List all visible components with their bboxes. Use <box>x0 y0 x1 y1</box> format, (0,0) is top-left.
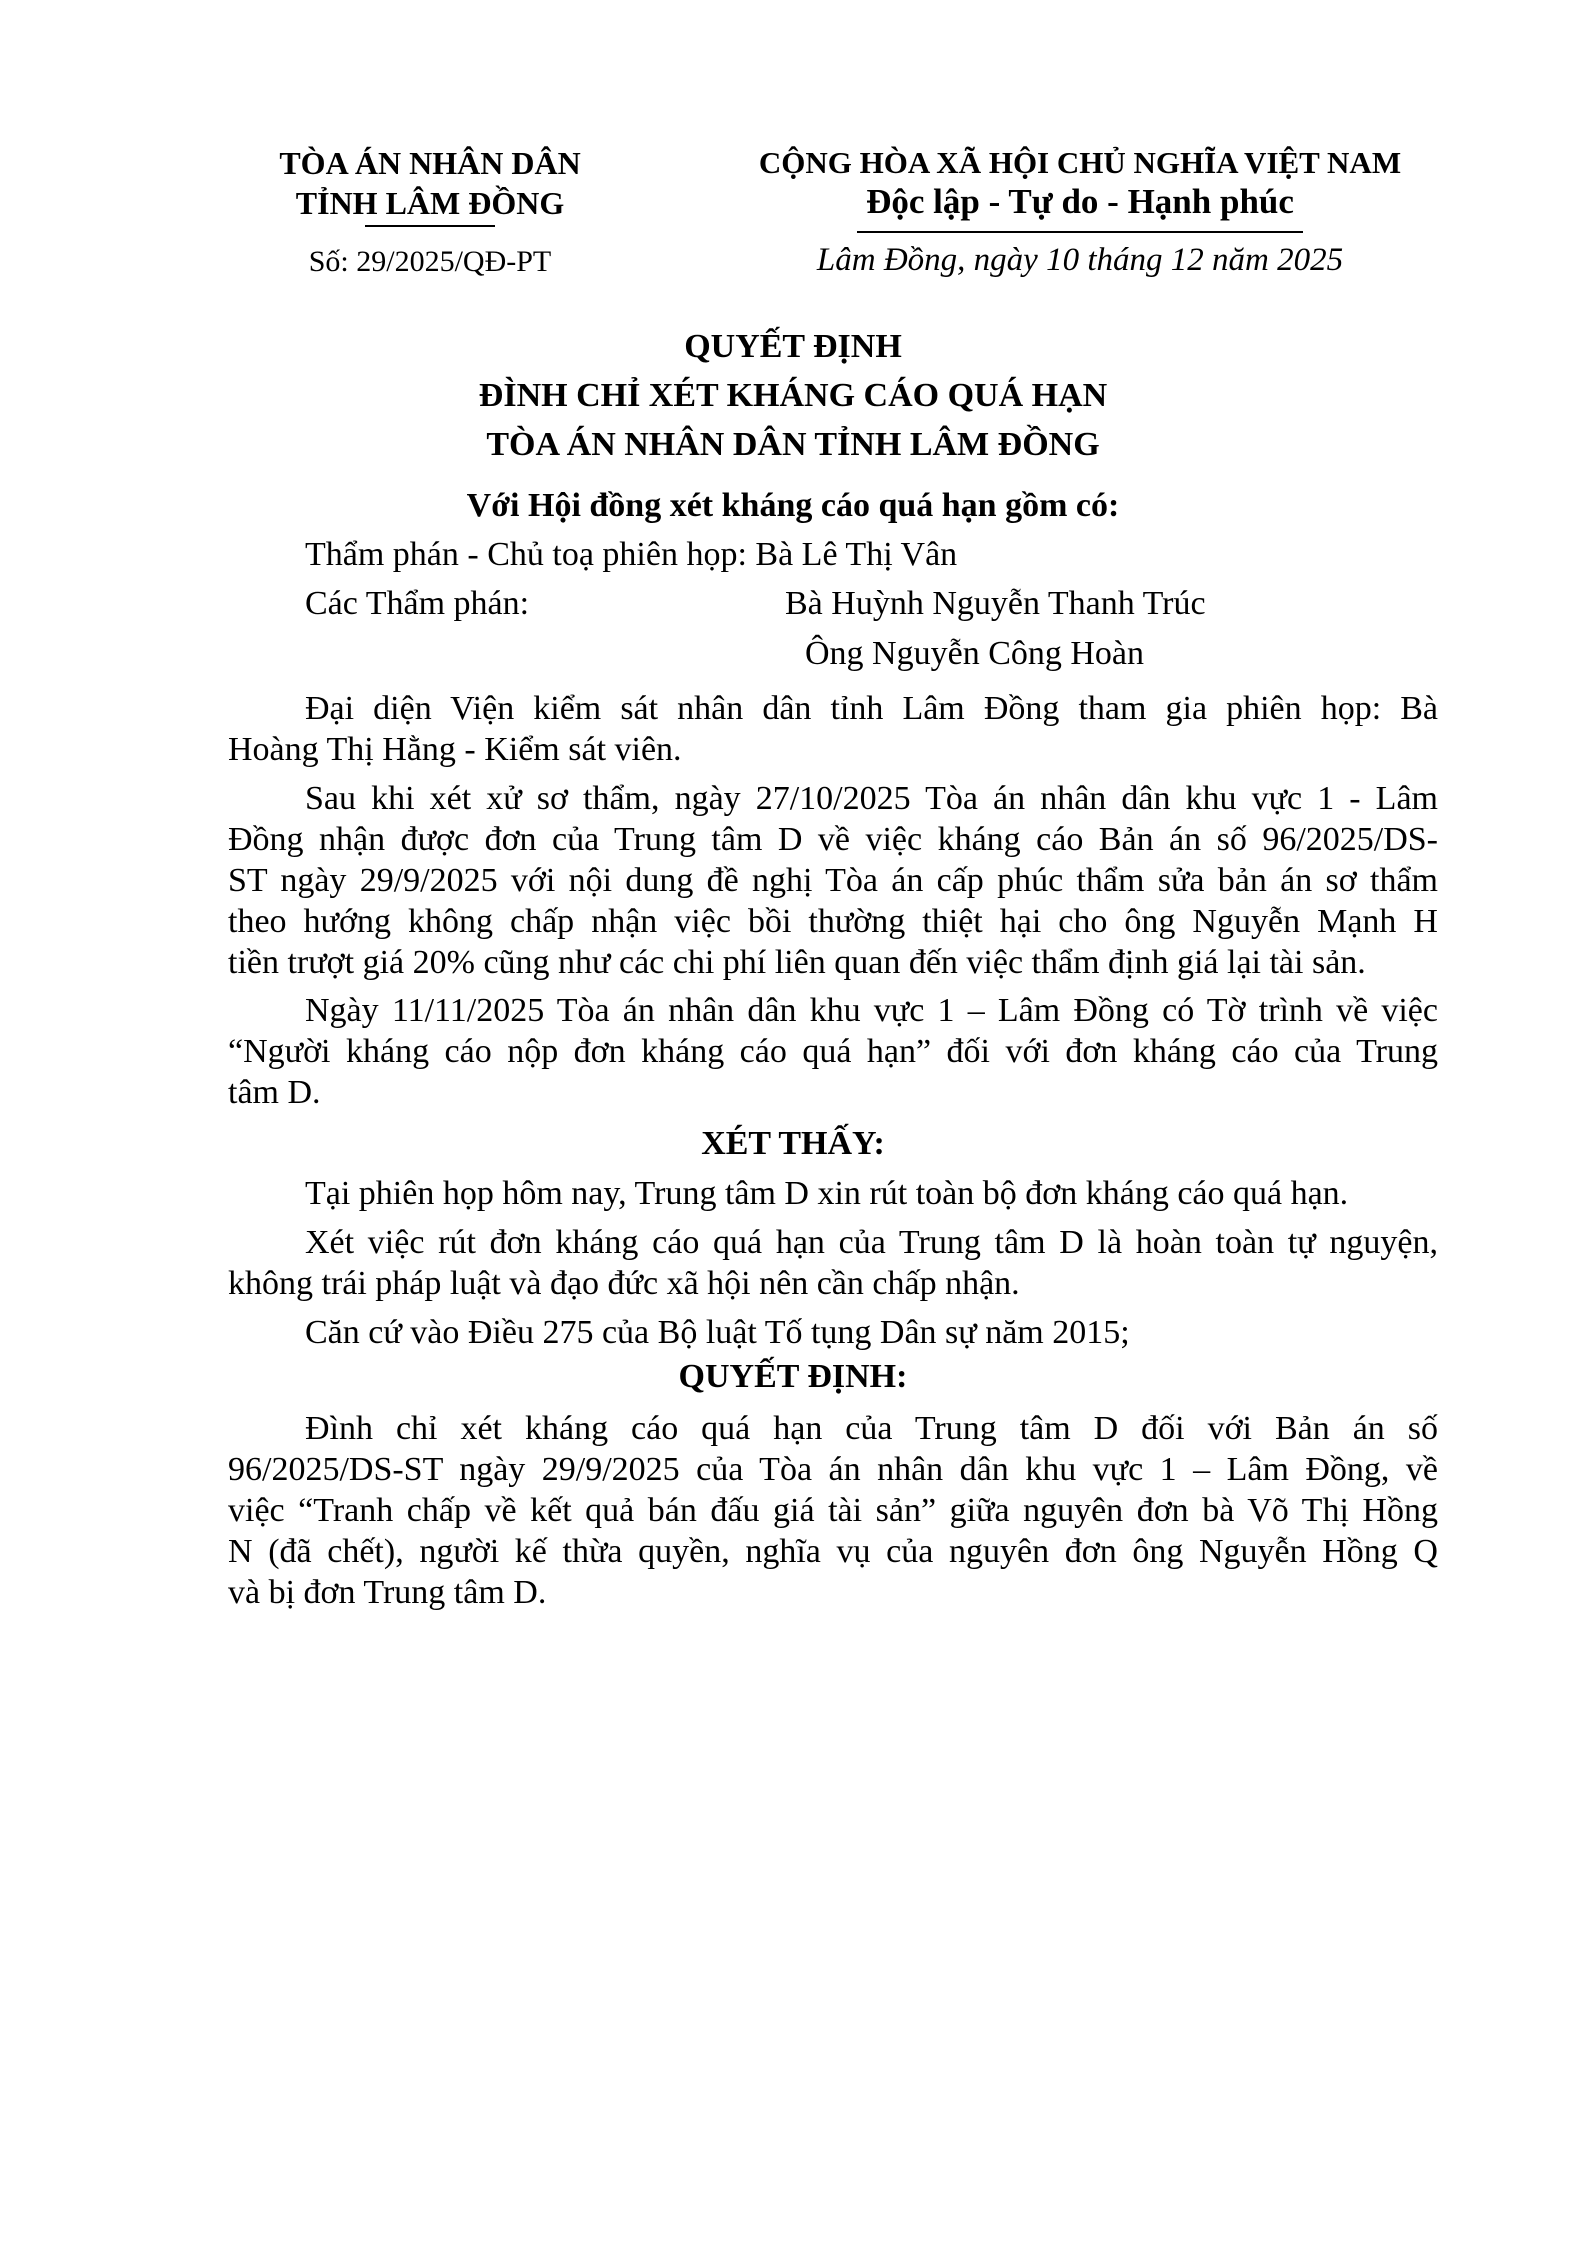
motto-underline <box>857 231 1303 233</box>
judge-1: Bà Huỳnh Nguyễn Thanh Trúc <box>785 585 1206 622</box>
court-underline <box>365 225 495 227</box>
nation-motto: Độc lập - Tự do - Hạnh phúc <box>866 182 1294 221</box>
decision-line4: N (đã chết), người kế thừa quyền, nghĩa vụ của nguyên đơn ông Nguyễn Hồng Q <box>228 1533 1438 1570</box>
findings-line3: không trái pháp luật và đạo đức xã hội nên cần chấp nhận. <box>228 1265 1020 1302</box>
panel-heading: Với Hội đồng xét kháng cáo quá hạn gồm có: <box>466 487 1120 524</box>
prosecutor-line1: Đại diện Viện kiểm sát nhân dân tỉnh Lâm Đồng tham gia phiên họp: Bà <box>305 690 1438 727</box>
decision-number: Số: 29/2025/QĐ-PT <box>308 245 552 278</box>
place-date: Lâm Đồng, ngày 10 tháng 12 năm 2025 <box>816 242 1344 278</box>
decision-heading: QUYẾT ĐỊNH: <box>678 1358 908 1395</box>
title-line3: TÒA ÁN NHÂN DÂN TỈNH LÂM ĐỒNG <box>486 426 1100 463</box>
paragraph1-line3: ST ngày 29/9/2025 với nội dung đề nghị Tòa án cấp phúc thẩm sửa bản án sơ thẩm <box>228 862 1438 899</box>
paragraph1-line4: theo hướng không chấp nhận việc bồi thường thiệt hại cho ông Nguyễn Mạnh H <box>228 903 1438 940</box>
decision-line1: Đình chỉ xét kháng cáo quá hạn của Trung tâm D đối với Bản án số <box>305 1410 1438 1447</box>
legal-basis: Căn cứ vào Điều 275 của Bộ luật Tố tụng Dân sự năm 2015; <box>305 1314 1130 1351</box>
findings-line2: Xét việc rút đơn kháng cáo quá hạn của Trung tâm D là hoàn toàn tự nguyện, <box>305 1224 1438 1261</box>
paragraph2-line2: “Người kháng cáo nộp đơn kháng cáo quá hạn” đối với đơn kháng cáo của Trung <box>228 1033 1438 1070</box>
decision-line3: việc “Tranh chấp về kết quả bán đấu giá tài sản” giữa nguyên đơn bà Võ Thị Hồng <box>228 1492 1438 1529</box>
paragraph2-line1: Ngày 11/11/2025 Tòa án nhân dân khu vực 1 – Lâm Đồng có Tờ trình về việc <box>305 992 1438 1029</box>
title-line2: ĐÌNH CHỈ XÉT KHÁNG CÁO QUÁ HẠN <box>478 377 1108 414</box>
paragraph2-line3: tâm D. <box>228 1074 321 1111</box>
nation-title: CỘNG HÒA XÃ HỘI CHỦ NGHĨA VIỆT NAM <box>758 145 1402 180</box>
judges-label: Các Thẩm phán: <box>305 585 530 622</box>
prosecutor-line2: Hoàng Thị Hằng - Kiểm sát viên. <box>228 731 682 768</box>
paragraph1-line5: tiền trượt giá 20% cũng như các chi phí liên quan đến việc thẩm định giá lại tài sản. <box>228 944 1366 981</box>
findings-heading: XÉT THẤY: <box>701 1125 885 1162</box>
findings-line1: Tại phiên họp hôm nay, Trung tâm D xin rút toàn bộ đơn kháng cáo quá hạn. <box>305 1175 1349 1212</box>
judge-2: Ông Nguyễn Công Hoàn <box>805 635 1145 672</box>
title-line1: QUYẾT ĐỊNH <box>684 328 902 365</box>
decision-line5: và bị đơn Trung tâm D. <box>228 1574 547 1611</box>
paragraph1-line1: Sau khi xét xử sơ thẩm, ngày 27/10/2025 Tòa án nhân dân khu vực 1 - Lâm <box>305 780 1438 817</box>
court-name-line1: TÒA ÁN NHÂN DÂN <box>279 145 581 181</box>
decision-line2: 96/2025/DS-ST ngày 29/9/2025 của Tòa án nhân dân khu vực 1 – Lâm Đồng, về <box>228 1451 1438 1488</box>
presiding-judge: Thẩm phán - Chủ toạ phiên họp: Bà Lê Thị Vân <box>305 536 958 573</box>
court-name-line2: TỈNH LÂM ĐỒNG <box>295 185 565 221</box>
paragraph1-line2: Đồng nhận được đơn của Trung tâm D về việc kháng cáo Bản án số 96/2025/DS- <box>228 821 1438 858</box>
